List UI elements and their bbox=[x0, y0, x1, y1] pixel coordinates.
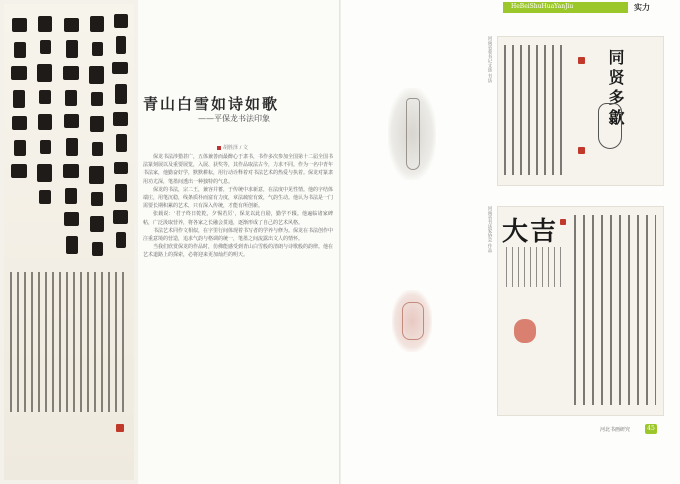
scroll-paper bbox=[4, 4, 134, 480]
paragraph: 书法艺术同作文相似，在字里行间体现着书写者的学养与修为。保龙在书法创作中注重意境的营造，追求气韵与格调的统一，笔墨之间流露出文人的情怀。 bbox=[143, 227, 333, 243]
page-number: 45 bbox=[645, 424, 657, 434]
seal-stamp bbox=[578, 147, 585, 154]
article-subtitle: ——平保龙书法印象 bbox=[198, 114, 270, 123]
seal-stamp bbox=[514, 319, 536, 343]
seal-stamp bbox=[560, 219, 566, 225]
paragraph: 张载说：‘君子终日乾乾，夕惕若厉’，保龙以此自励，勤学不辍。他遍临诸家碑帖，广泛汲取营养，将各家之长融会贯通，逐渐形成了自己的艺术风格。 bbox=[143, 211, 333, 226]
artwork-bottom bbox=[497, 206, 664, 416]
paragraph: 保龙的书法，宗二王，兼容并蓄，于传统中求新意，在法度中见性情。他的字结体端庄，用笔沉稳，线条质朴而富有力度，章法疏密有致，气韵生动。他认为书法是一门需要长期积累的艺术，只有深入传统，才能有所创新。 bbox=[143, 186, 333, 210]
section-en: HeBeiShuHuaYanJiu bbox=[511, 3, 574, 10]
author-name: 胡胜泽 / 文 bbox=[223, 145, 248, 151]
fish-rubbing-image bbox=[388, 88, 436, 180]
section-header-bar bbox=[503, 2, 628, 13]
artwork-bottom-title: 大吉 bbox=[502, 217, 559, 247]
artwork-top-title: 同贤多歙 bbox=[606, 49, 625, 129]
author-byline bbox=[217, 144, 248, 151]
caption-top: 河南省委书记文选 书法 bbox=[487, 36, 492, 83]
seal-stamp bbox=[578, 57, 585, 64]
artwork-top bbox=[497, 36, 664, 186]
paragraph: 当我们欣赏保龙的作品时，仿佛能感受到青山白雪般的清朗与诗歌般的韵律。他在艺术道路上的探索，必将迎来更加灿烂的明天。 bbox=[143, 244, 333, 259]
footer-label: 河北书画研究 bbox=[600, 427, 631, 433]
bullet-icon bbox=[217, 146, 221, 150]
caption-bottom: 河南省书法家协会 作品 bbox=[487, 206, 492, 253]
seal-stamp bbox=[116, 424, 124, 432]
article-body bbox=[143, 153, 333, 403]
section-label: 实力 bbox=[634, 2, 650, 12]
article-title: 青山白雪如诗如歌 bbox=[143, 95, 280, 113]
calligraphy-scroll bbox=[0, 0, 138, 484]
paragraph: 保龙书法涉猎甚广，五体兼善而最醉心于隶书，书作多次参加全国第十二届全国书法篆刻展以及重要展览，入展、获奖等，其作品取法古今，力求不同。作为一名中青年书法家，他勤奋好学，默默耕耘，用行动诠释着对书法艺术的热爱与执着。保龙对篆隶用功尤深，笔墨间透出一种独特的气息。 bbox=[143, 154, 333, 185]
fish-drawing bbox=[598, 103, 622, 149]
seal-rubbing-image bbox=[392, 290, 432, 352]
